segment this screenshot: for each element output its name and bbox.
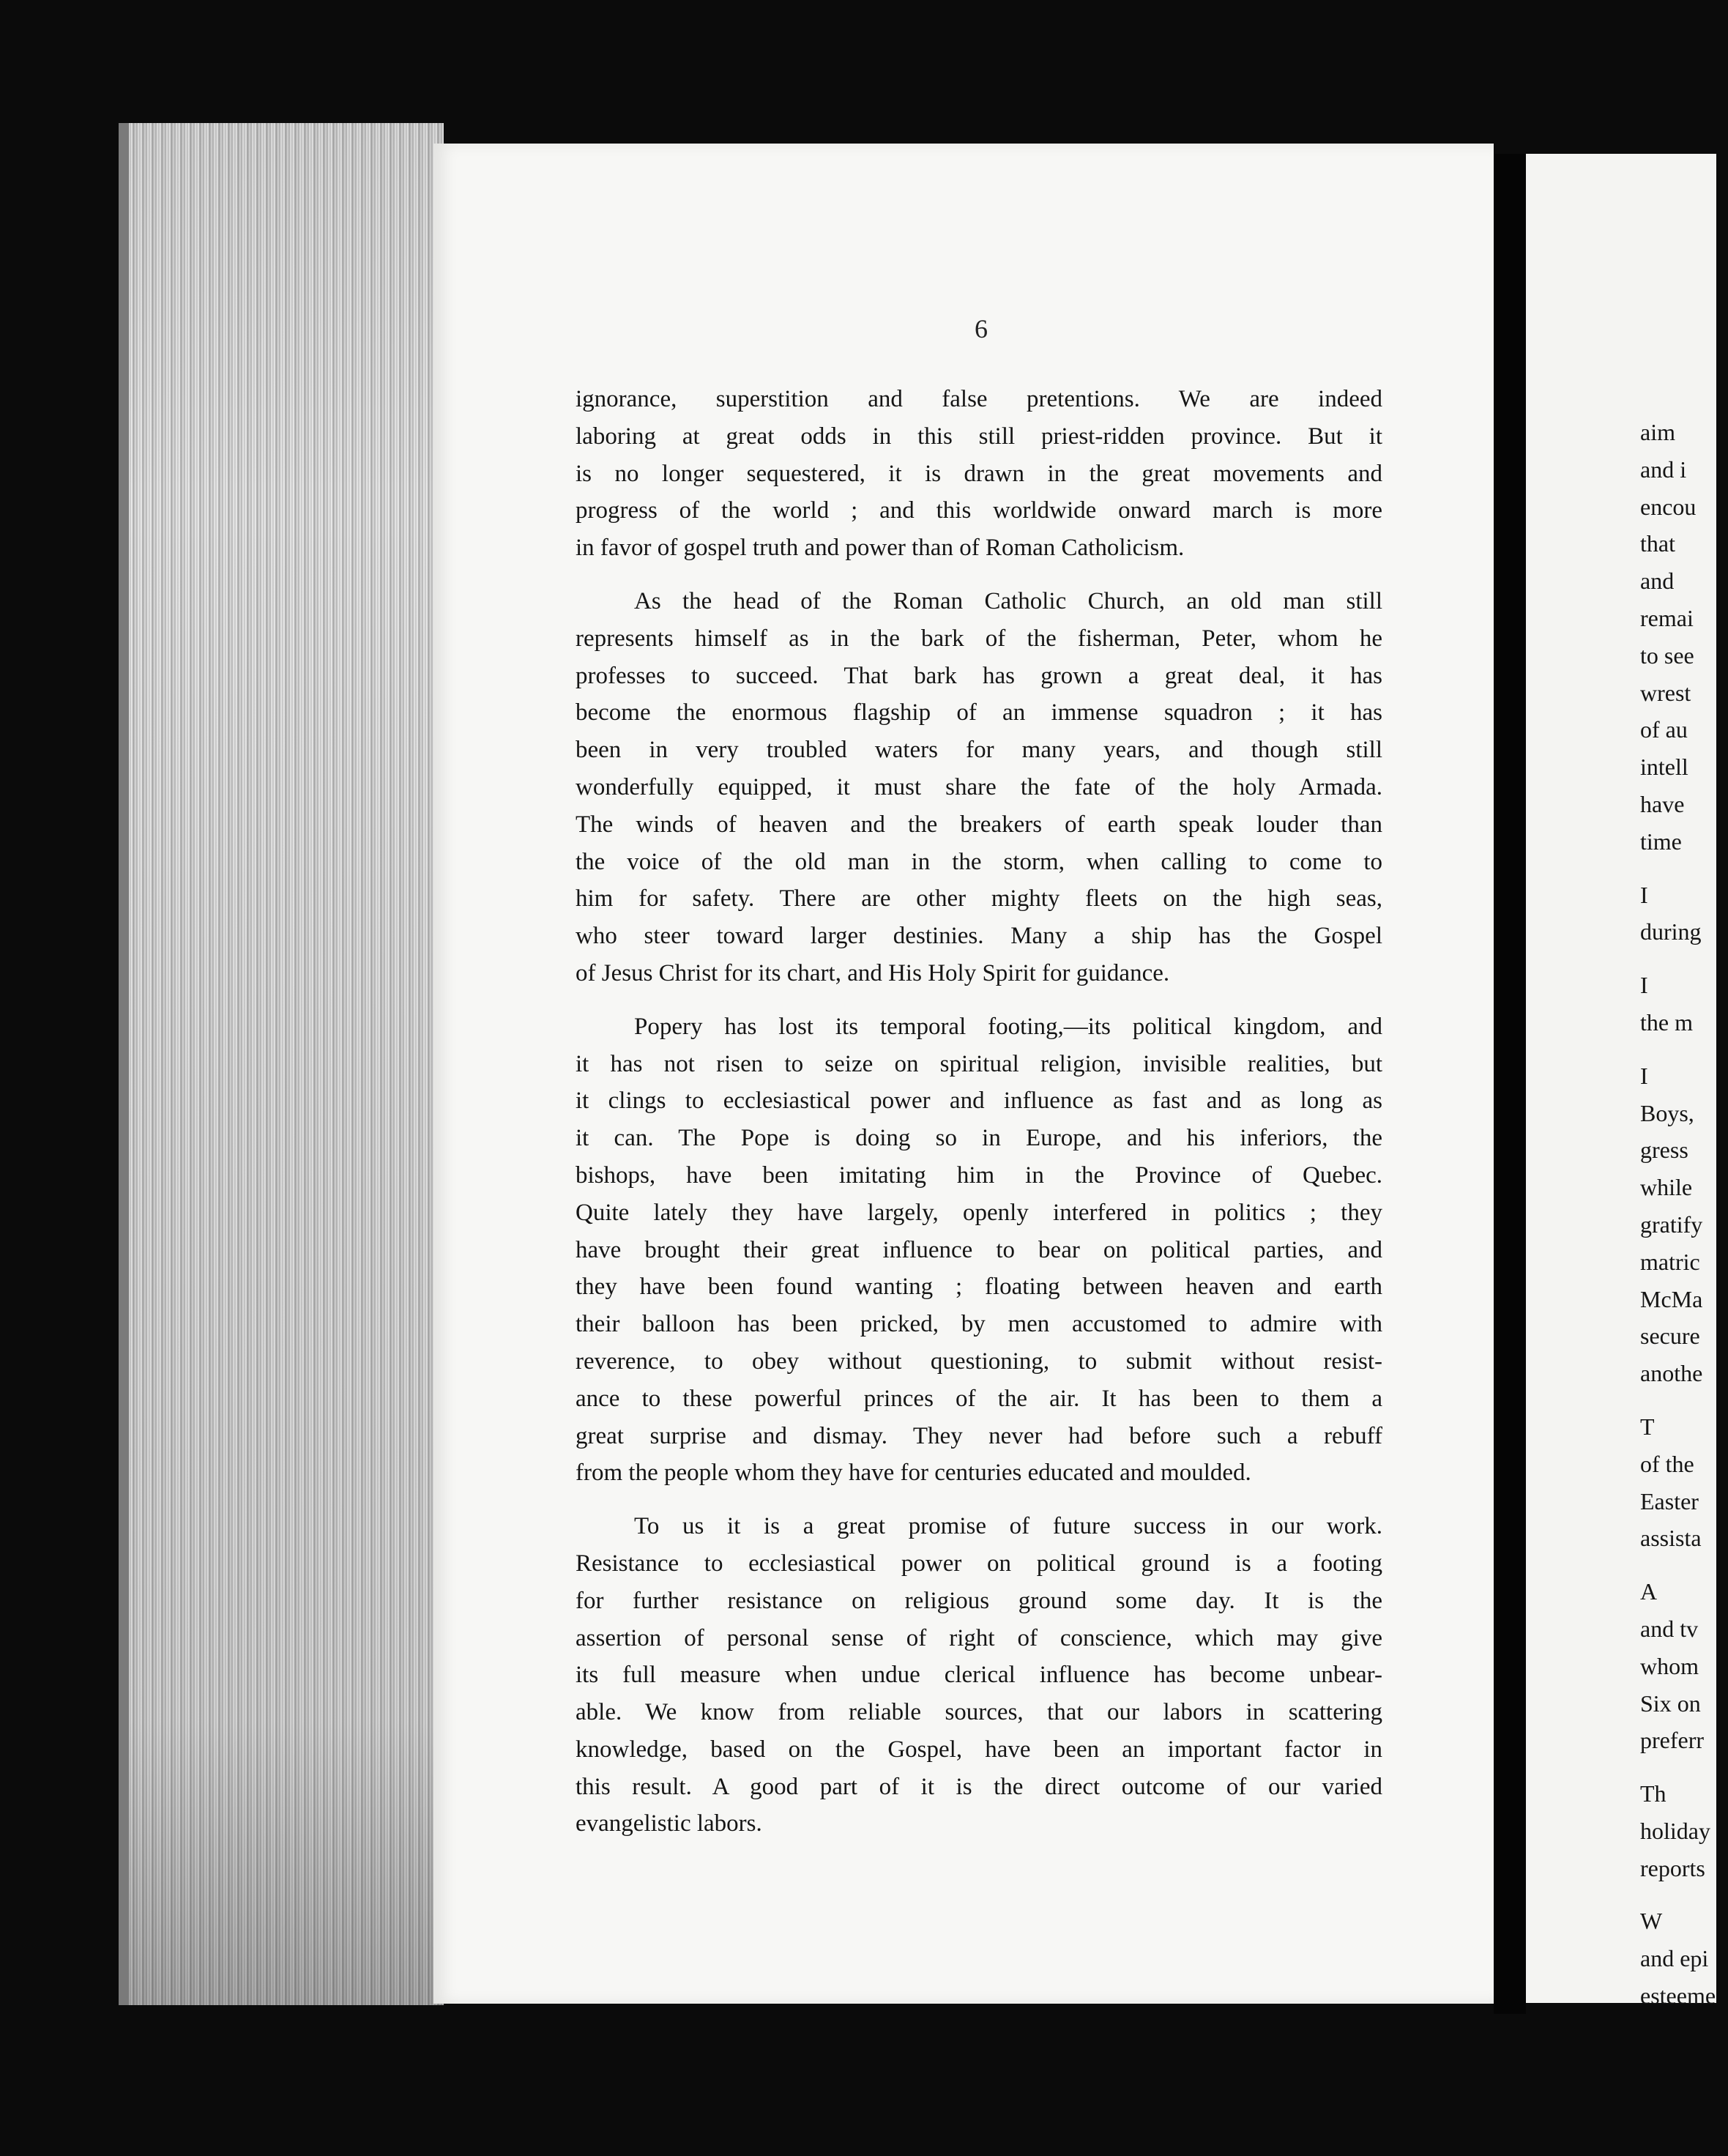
next-page-word-fragment: remai (1640, 604, 1694, 631)
next-page-word-fragment: I (1640, 972, 1648, 999)
text-line: great surprise and dismay. They never had before such a rebuff (576, 1422, 1382, 1449)
text-line: To us it is a great promise of future success in our work. (634, 1513, 1382, 1540)
text-line: assertion of personal sense of right of conscience, which may give (576, 1624, 1382, 1651)
text-line: been in very troubled waters for many years, and though still (576, 737, 1382, 764)
book-gutter (1494, 154, 1526, 2014)
next-page-word-fragment: to see (1640, 642, 1694, 669)
text-line: evangelistic labors. (576, 1810, 762, 1837)
text-line: bishops, have been imitating him in the Province of Quebec. (576, 1161, 1382, 1189)
text-line: for further resistance on religious ground some day. It is the (576, 1587, 1382, 1614)
paragraph-gap (1640, 860, 1728, 877)
next-page-word-fragment: W (1640, 1908, 1663, 1935)
next-page-word-fragment: whom (1640, 1652, 1699, 1679)
text-line: in favor of gospel truth and power than of Roman Catholicism. (576, 535, 1185, 562)
next-page-word-fragment: wrest (1640, 679, 1691, 706)
paragraph-gap (1640, 951, 1728, 967)
text-line: Quite lately they have largely, openly interfered in politics ; they (576, 1199, 1382, 1226)
next-page-word-fragment: of au (1640, 716, 1688, 743)
paragraph-gap (1640, 2015, 1728, 2031)
text-line: represents himself as in the bark of the fisherman, Peter, whom he (576, 625, 1382, 652)
text-line: from the people whom they have for centuries educated and moulded. (576, 1460, 1251, 1487)
page-number: 6 (975, 314, 988, 343)
page-body-text (576, 381, 1382, 1859)
text-line: Popery has lost its temporal footing,—its political kingdom, and (634, 1013, 1382, 1040)
next-page-word-fragment: I (1640, 881, 1648, 908)
paragraph-1 (576, 381, 1382, 567)
next-page-word-fragment: while (1640, 1174, 1693, 1201)
paragraph-gap (1640, 1557, 1728, 1573)
next-page-word-fragment: and epi (1640, 1945, 1709, 1972)
paragraph-gap (1640, 1886, 1728, 1903)
paragraph-4 (576, 1508, 1382, 1843)
next-page-word-fragment: McMa (1640, 1285, 1703, 1312)
next-page-word-fragment: I (1640, 1062, 1648, 1089)
next-page-word-fragment: reports (1640, 1854, 1705, 1881)
text-line: become the enormous flagship of an immense squadron ; it has (576, 699, 1382, 726)
text-line: it clings to ecclesiastical power and influence as fast and as long as (576, 1088, 1382, 1115)
paragraph-3 (576, 1008, 1382, 1492)
next-page-word-fragment: and tv (1640, 1615, 1699, 1642)
text-line: progress of the world ; and this worldwide onward march is more (576, 497, 1382, 524)
text-line: him for safety. There are other mighty fleets on the high seas, (576, 885, 1382, 912)
next-page-word-fragment: T (1640, 1413, 1655, 1440)
next-page-word-fragment: and i (1640, 456, 1687, 483)
next-page-word-fragment: have (1640, 790, 1685, 817)
text-line: knowledge, based on the Gospel, have been an important factor in (576, 1736, 1382, 1763)
text-line: it has not risen to seize on spiritual religion, invisible realities, but (576, 1050, 1382, 1077)
next-page-word-fragment: holiday (1640, 1817, 1710, 1844)
text-line: professes to succeed. That bark has grown a great deal, it has (576, 662, 1382, 689)
next-page-word-fragment: encou (1640, 493, 1697, 520)
next-page-word-fragment: during (1640, 918, 1702, 945)
paragraph-gap (1640, 1041, 1728, 1057)
text-line: wonderfully equipped, it must share the fate of the holy Armada. (576, 773, 1382, 800)
next-page-word-fragment: preferr (1640, 1727, 1705, 1754)
text-line: is no longer sequestered, it is drawn in the great movements and (576, 460, 1382, 487)
text-line: ance to these powerful princes of the air. It has been to them a (576, 1385, 1382, 1412)
text-line: its full measure when undue clerical influence has become unbear- (576, 1662, 1382, 1689)
next-page-word-fragment: A (1640, 1578, 1658, 1605)
text-line: this result. A good part of it is the direct outcome of our varied (576, 1773, 1382, 1800)
next-page-fragments (1640, 414, 1728, 2031)
next-page-word-fragment: matric (1640, 1248, 1700, 1275)
text-line: they have been found wanting ; floating between heaven and earth (576, 1274, 1382, 1301)
next-page-word-fragment: Boys, (1640, 1099, 1694, 1126)
next-page-word-fragment: esteeme (1640, 1982, 1716, 2010)
next-page-word-fragment: gress (1640, 1137, 1688, 1164)
text-line: the voice of the old man in the storm, when calling to come to (576, 848, 1382, 875)
next-page-word-fragment: gratify (1640, 1211, 1703, 1238)
text-line: able. We know from reliable sources, that our labors in scattering (576, 1699, 1382, 1726)
next-page-word-fragment: of the (1640, 1450, 1694, 1477)
text-line: ignorance, superstition and false pretentions. We are indeed (576, 386, 1382, 412)
next-page-word-fragment: secure (1640, 1323, 1700, 1350)
next-page-word-fragment: aim (1640, 419, 1675, 445)
paragraph-gap (1640, 1392, 1728, 1408)
text-line: Resistance to ecclesiastical power on political ground is a footing (576, 1550, 1382, 1577)
paragraph-gap (1640, 1759, 1728, 1775)
next-page-word-fragment: assista (1640, 1525, 1702, 1552)
next-page-word-fragment: Easter (1640, 1487, 1699, 1514)
next-page-word-fragment: the m (1640, 1008, 1693, 1036)
next-page-word-fragment: that (1640, 530, 1675, 557)
text-line: The winds of heaven and the breakers of earth speak louder than (576, 811, 1382, 838)
text-line: As the head of the Roman Catholic Church, an old man still (634, 587, 1382, 614)
paragraph-2 (576, 583, 1382, 992)
next-page-word-fragment: anothe (1640, 1360, 1703, 1387)
text-line: of Jesus Christ for its chart, and His Holy Spirit for guidance. (576, 959, 1170, 986)
next-page-word-fragment: Six on (1640, 1690, 1701, 1717)
next-page-word-fragment: time (1640, 828, 1682, 855)
text-line: it can. The Pope is doing so in Europe, and his inferiors, the (576, 1125, 1382, 1152)
text-line: have brought their great influence to bear on political parties, and (576, 1236, 1382, 1263)
page-stack-edge (119, 123, 444, 2005)
text-line: reverence, to obey without questioning, to submit without resist- (576, 1348, 1382, 1375)
text-line: who steer toward larger destinies. Many a ship has the Gospel (576, 923, 1382, 950)
text-line: laboring at great odds in this still priest-ridden province. But it (576, 423, 1382, 450)
text-line: their balloon has been pricked, by men accustomed to admire with (576, 1311, 1382, 1338)
next-page-word-fragment: Th (1640, 1780, 1666, 1807)
next-page-word-fragment: intell (1640, 754, 1688, 781)
next-page-word-fragment: and (1640, 568, 1675, 595)
